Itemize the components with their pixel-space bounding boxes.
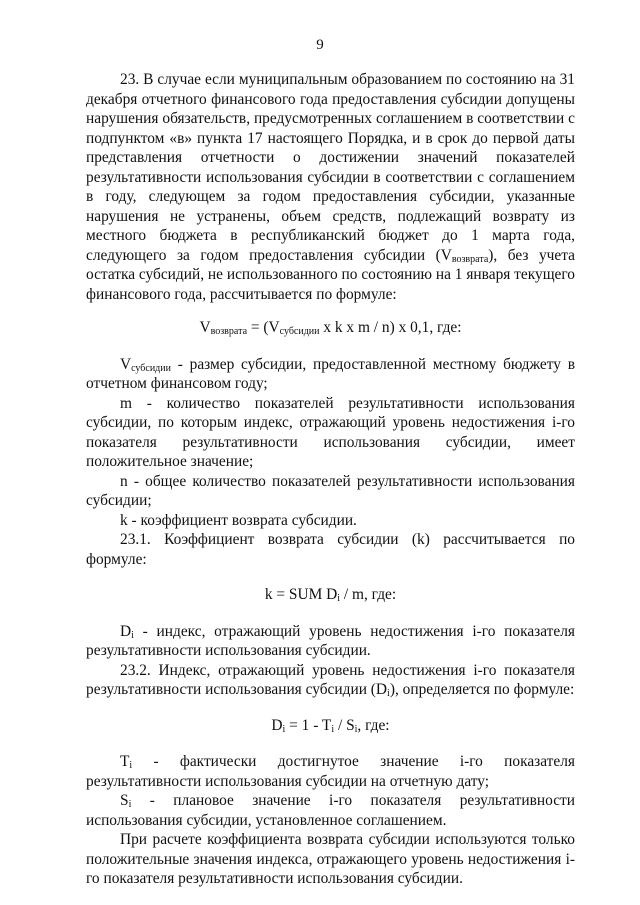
formula-part: / S [334, 716, 355, 734]
definition-symbol: S [120, 792, 129, 809]
definition-symbol: V [120, 355, 132, 373]
definition-symbol: T [120, 753, 130, 770]
formula-symbol: V [199, 319, 211, 336]
paragraph-23-text: 23. В случае если муниципальным образованием по состоянию на 31 декабря отчетного финансового года предоставления субсидии допущены нарушения обязательств, предусмотренных соглашением в соответствии с подпунктом «в» пункта 17 настоящего Порядка, и в срок до первой даты представления отчетности о достижении значений показателей результативности использования субсидии в соответствии с соглашением в году, следующем за годом предоставления субсидии, указанные нарушения не устранены, объем средств, подлежащий возврату из местного бюджета в республиканский бюджет до 1 марта года, следующего за годом предоставления субсидии (V [86, 71, 575, 264]
subscript: i [387, 688, 390, 699]
definition-text: - индекс, отражающий уровень недостижения i-го показателя результативности использования субсидии. [86, 622, 575, 659]
subscript: субсидии [279, 326, 320, 337]
formula-part: x k x m / n) x 0,1, где: [319, 319, 462, 336]
formula-index [86, 716, 575, 736]
subscript: субсидии [131, 362, 171, 374]
document-body [86, 70, 575, 889]
subscript: i [128, 799, 132, 810]
formula-symbol: D [271, 716, 283, 734]
formula-return-volume [86, 318, 575, 338]
definition-text: - размер субсидии, предоставленной местному бюджету в отчетном финансовом году; [86, 355, 575, 392]
definition-t [86, 752, 575, 791]
subscript: i [282, 723, 286, 735]
subscript: возврата [451, 253, 489, 265]
definition-v-subsidy [86, 355, 575, 394]
definition-symbol: D [120, 622, 132, 640]
definition-n: n - общее количество показателей результативности использования субсидии; [86, 472, 575, 509]
definition-d [86, 622, 575, 661]
formula-part: , где: [357, 716, 390, 734]
formula-part: = (V [247, 319, 280, 336]
formula-part: = 1 - T [285, 716, 332, 734]
paragraph-23 [86, 70, 575, 304]
paragraph-23-2 [86, 661, 575, 700]
formula-coefficient [86, 585, 575, 605]
definition-text: - плановое значение i-го показателя результативности использования субсидии, установленное соглашением. [86, 792, 575, 829]
definition-s [86, 791, 575, 830]
definition-text: - фактически достигнутое значение i-го показателя результативности использования субсидии на отчетную дату; [86, 753, 575, 790]
paragraph-23-1: 23.1. Коэффициент возврата субсидии (k) рассчитывается по формуле: [86, 531, 575, 568]
subscript: i [331, 723, 335, 735]
subscript: i [131, 629, 134, 641]
paragraph-23-2-text: 23.2. Индекс, отражающий уровень недостижения i-го показателя результативности использования субсидии (D [86, 661, 575, 698]
formula-part: k = SUM D [264, 586, 338, 603]
formula-part: / m, где: [340, 586, 397, 603]
subscript: i [129, 760, 133, 771]
paragraph-23-text-end: ), без учета остатка субсидий, не использованного по состоянию на 1 января текущего финансового года, рассчитывается по формуле: [86, 246, 576, 303]
subscript: возврата [210, 326, 248, 337]
subscript: i [354, 723, 358, 735]
subscript: i [337, 593, 341, 604]
definition-m: m - количество показателей результативности использования субсидии, по которым индекс, отражающий уровень недостижения i-го показателя результативности использования субсидии, имеет положительное значение; [86, 394, 575, 470]
page-number: 9 [316, 37, 324, 53]
paragraph-23-2-text-end: ), определяется по формуле: [389, 681, 575, 698]
definition-k: k - коэффициент возврата субсидии. [120, 511, 357, 529]
final-paragraph: При расчете коэффициента возврата субсидии используются только положительные значения индекса, отражающего уровень недостижения i-го показателя результативности использования субсидии. [86, 831, 575, 887]
